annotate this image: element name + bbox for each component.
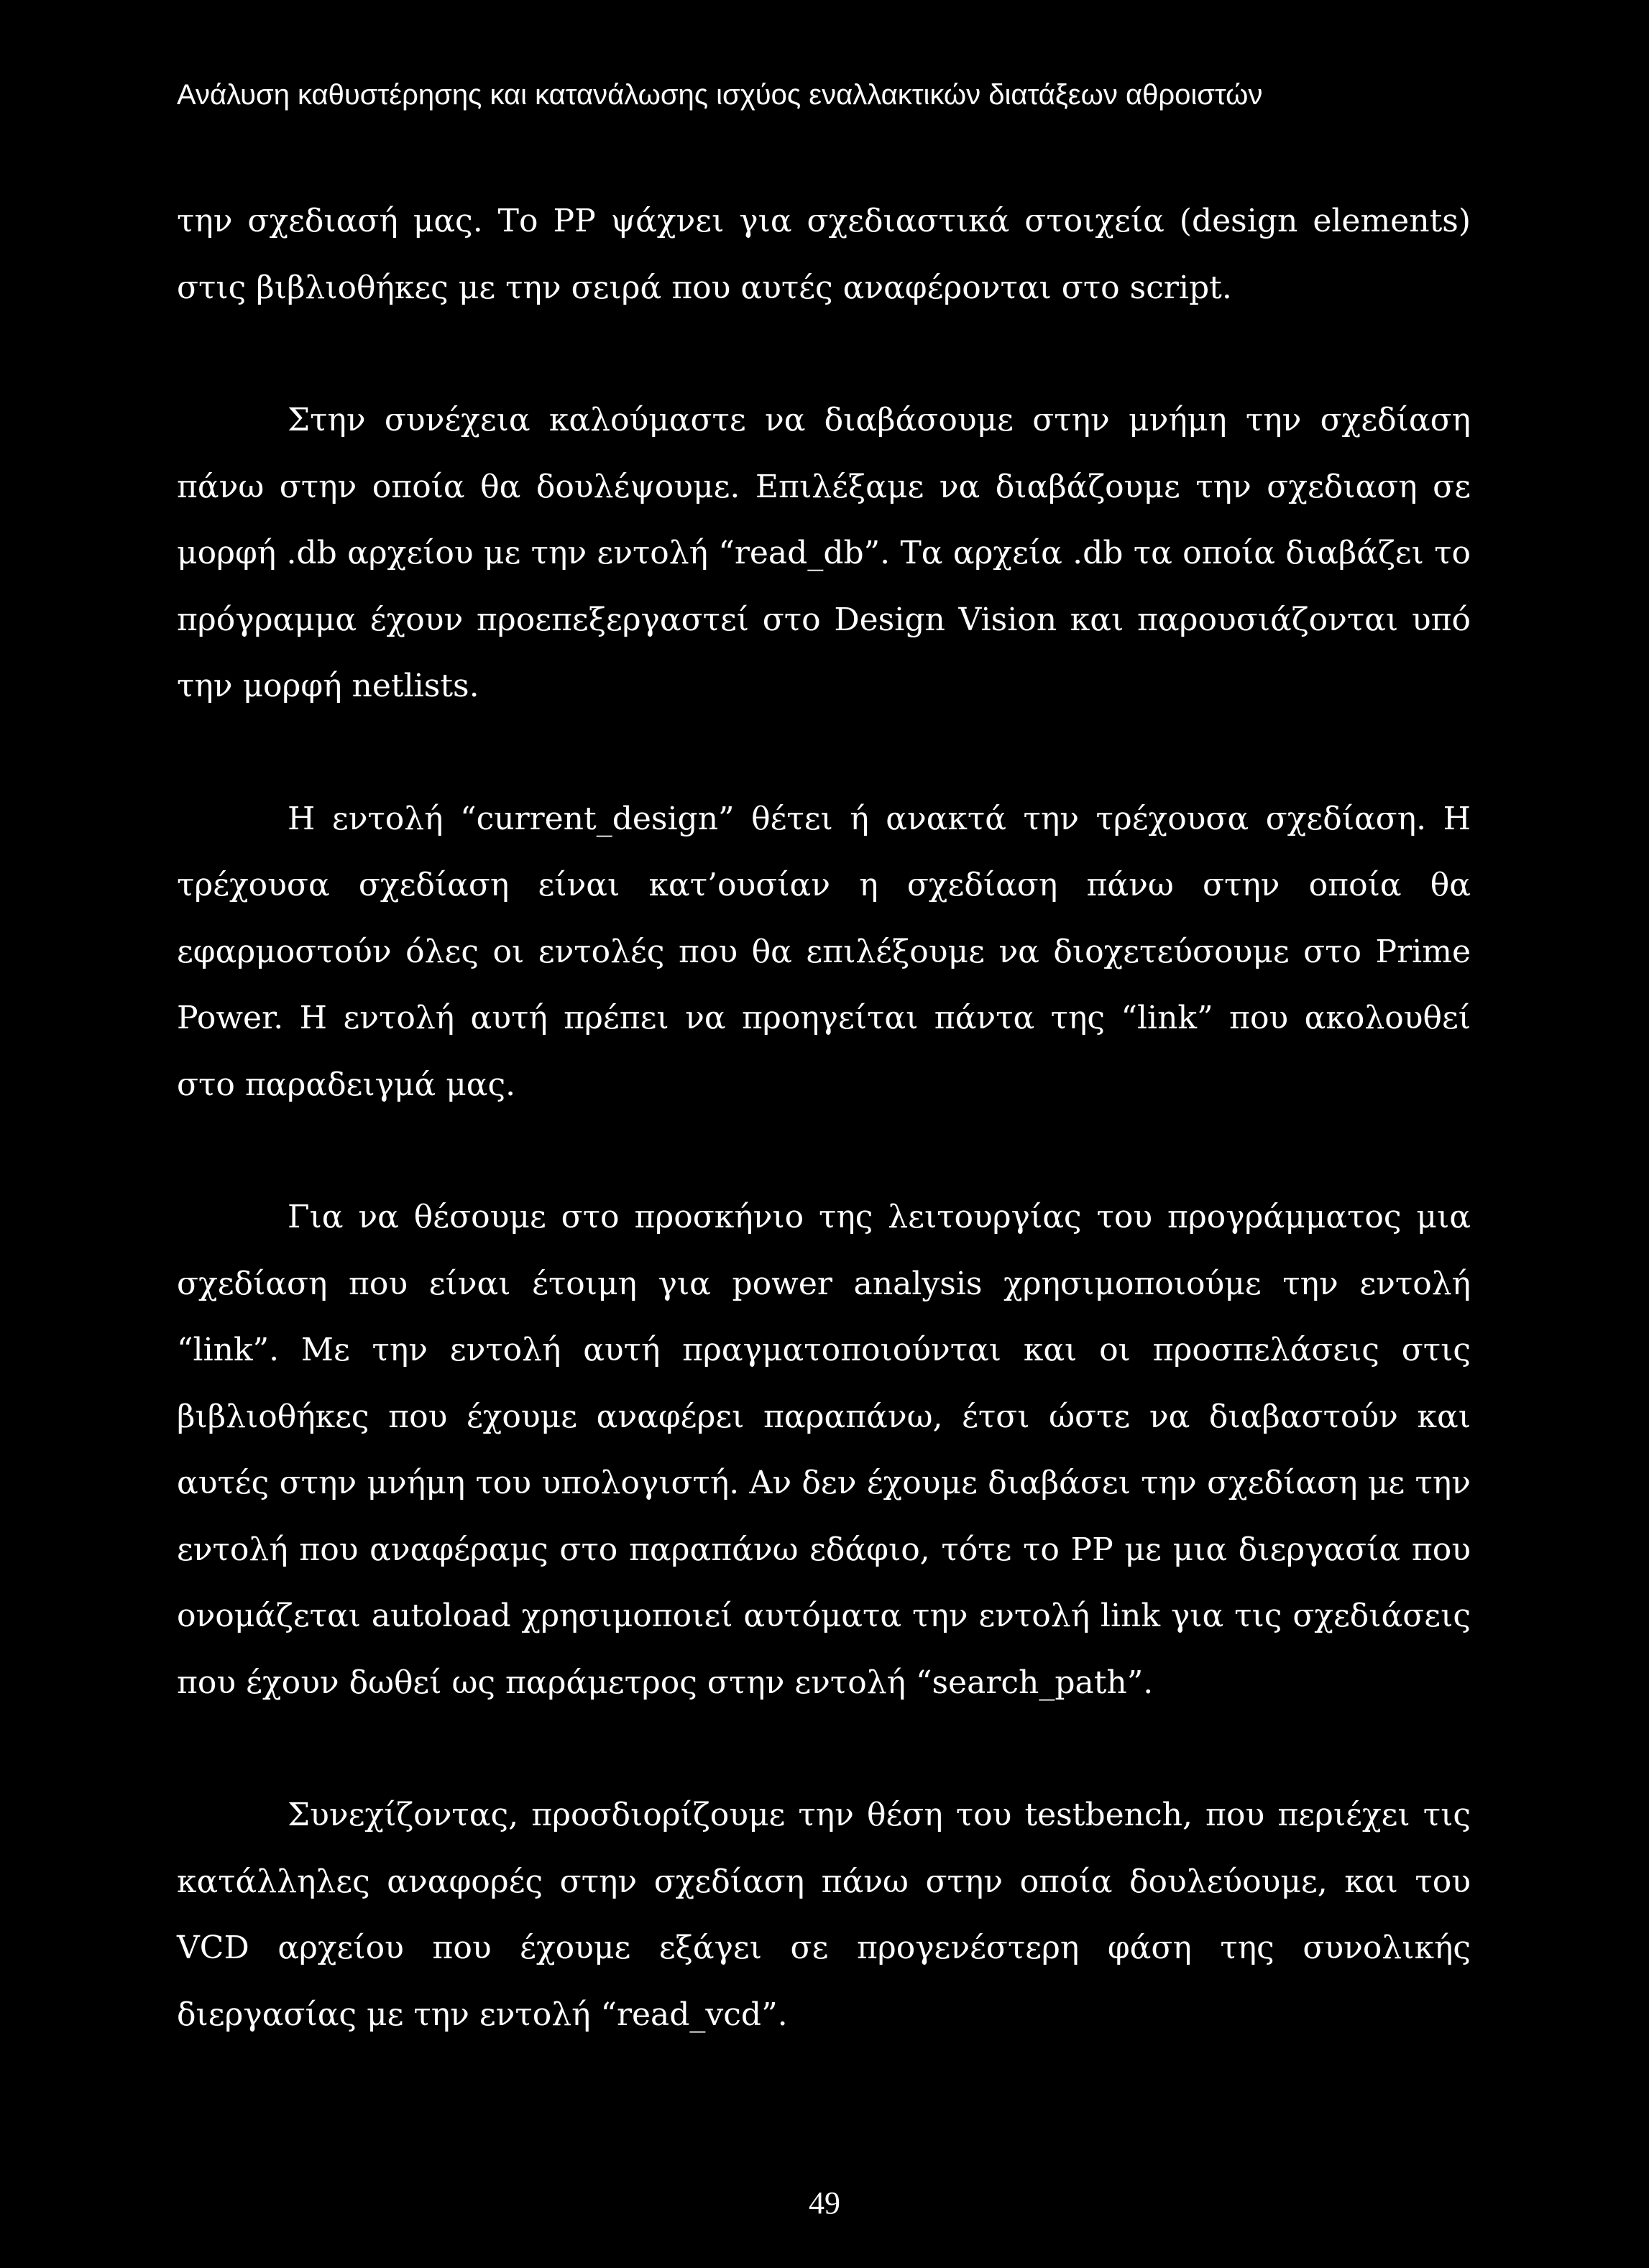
paragraph-read-vcd: Συνεχίζοντας, προσδιορίζουμε την θέση του testbench, που περιέχει τις κατάλληλες αναφορές στην σχεδίαση πάνω στην οποία δουλεύουμε, και του VCD αρχείου που έχουμε εξάγει σε προγενέστερη φάση της συνολικής διεργασίας με την εντολή “read_vcd”. — [177, 1797, 1471, 2033]
paragraph-link: Για να θέσουμε στο προσκήνιο της λειτουργίας του προγράμματος μια σχεδίαση που είναι έτοιμη για power analysis χρησιμοποιούμε την εντολή “link”. Με την εντολή αυτή πραγματοποιούνται και οι προσπελάσεις στις βιβλιοθήκες που έχουμε αναφέρει παραπάνω, έτσι ώστε να διαβαστούν και αυτές στην μνήμη του υπολογιστή. Αν δεν έχουμε διαβάσει την σχεδίαση με την εντολή που αναφέραμς στο παραπάνω εδάφιο, τότε το PP με μια διεργασία που ονομάζεται autoload χρησιμοποιεί αυτόματα την εντολή link για τις σχεδιάσεις που έχουν δωθεί ως παράμετρος στην εντολή “search_path”. — [177, 1199, 1471, 1701]
body-text — [177, 188, 1471, 2048]
paragraph-read-db: Στην συνέχεια καλούμαστε να διαβάσουμε στην μνήμη την σχεδίαση πάνω στην οποία θα δουλέψουμε. Επιλέξαμε να διαβάζουμε την σχεδιαση σε μορφή .db αρχείου με την εντολή “read_db”. Τα αρχεία .db τα οποία διαβάζει το πρόγραμμα έχουν προεπεξεργαστεί στο Design Vision και παρουσιάζονται υπό την μορφή netlists. — [177, 402, 1471, 704]
paragraph-current-design: Η εντολή “current_design” θέτει ή ανακτά την τρέχουσα σχεδίαση. Η τρέχουσα σχεδίαση είναι κατ’ουσίαν η σχεδίαση πάνω στην οποία θα εφαρμοστούν όλες οι εντολές που θα επιλέξουμε να διοχετεύσουμε στο Prime Power. Η εντολή αυτή πρέπει να προηγείται πάντα της “link” που ακολουθεί στο παραδειγμά μας. — [177, 800, 1471, 1103]
page-number: 49 — [809, 2185, 840, 2221]
paragraph-continuation: την σχεδιασή μας. Το PP ψάχνει για σχεδιαστικά στοιχεία (design elements) στις βιβλιοθήκες με την σειρά που αυτές αναφέρονται στο script. — [177, 203, 1471, 306]
running-header: Ανάλυση καθυστέρησης και κατανάλωσης ισχύος εναλλακτικών διατάξεων αθροιστών — [177, 79, 1263, 111]
